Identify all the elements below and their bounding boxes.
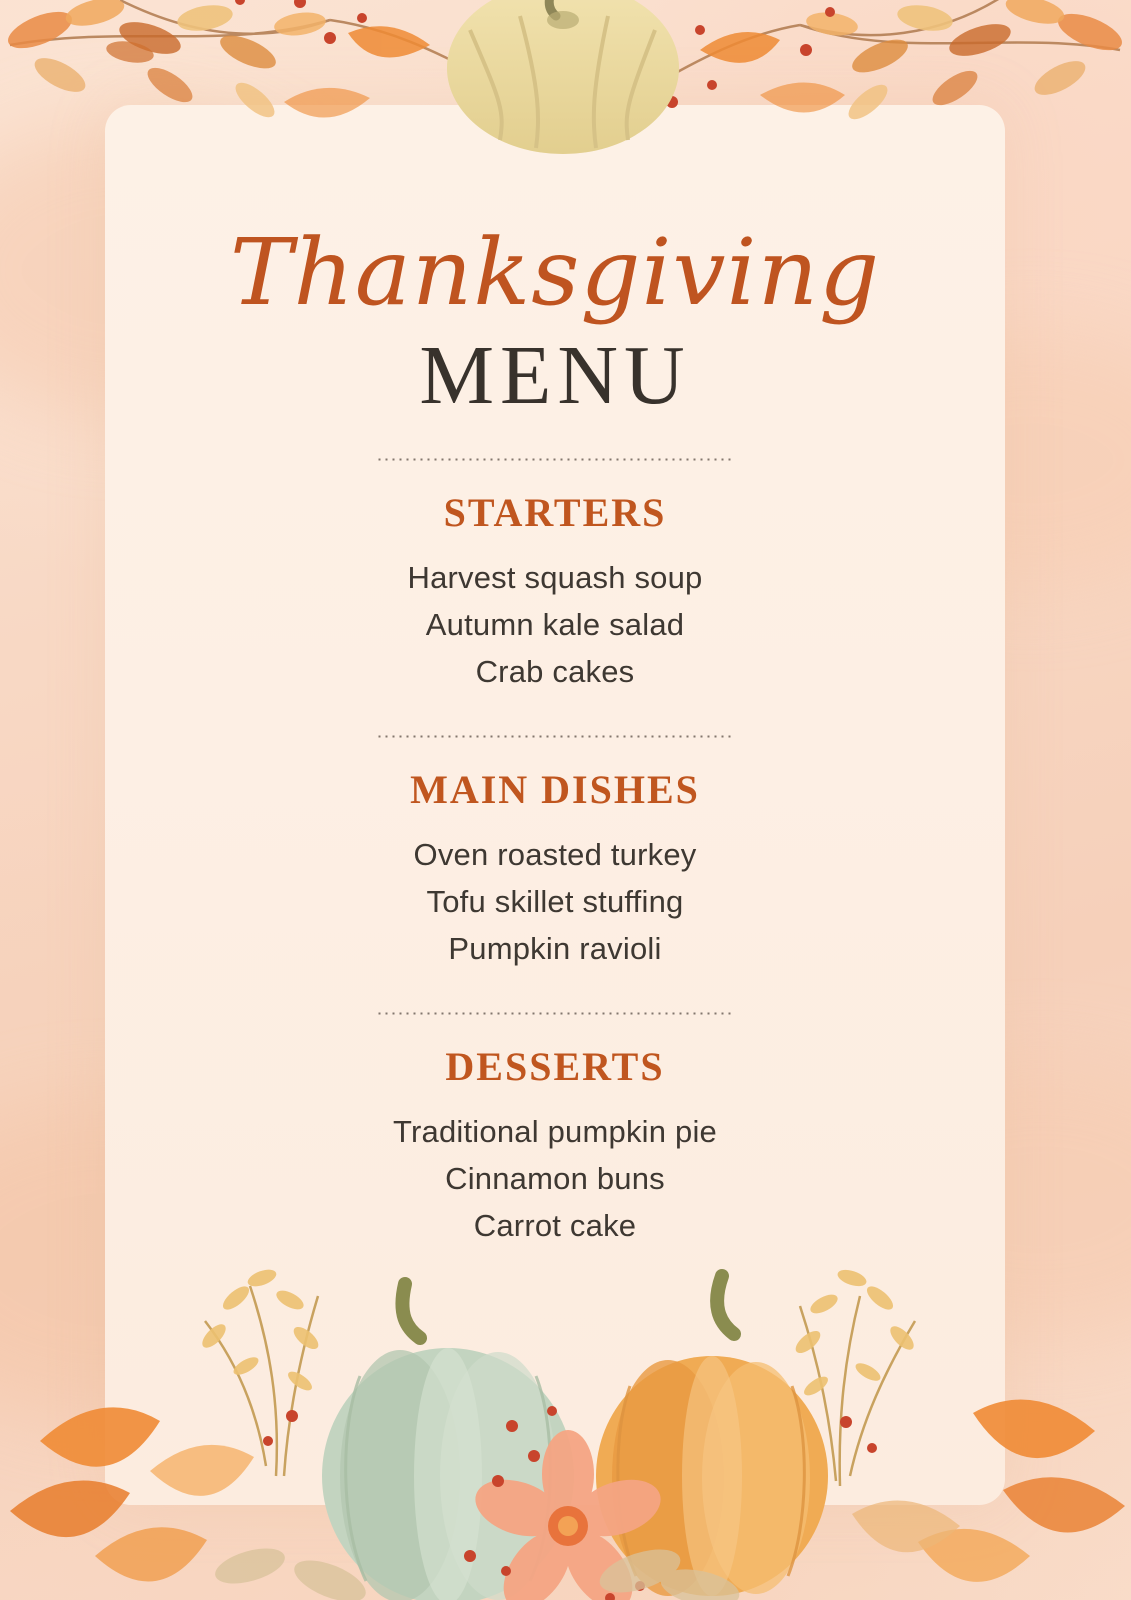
page-title-main: MENU: [419, 328, 691, 422]
menu-section-starters: [105, 489, 1005, 695]
section-heading: STARTERS: [443, 489, 667, 535]
menu-item: Cinnamon buns: [445, 1161, 665, 1197]
menu-item: Pumpkin ravioli: [448, 931, 662, 967]
divider: [376, 458, 734, 461]
divider: [376, 735, 734, 738]
menu-item: Carrot cake: [473, 1208, 637, 1244]
menu-item: Harvest squash soup: [407, 559, 703, 595]
menu-content: [105, 105, 1005, 1505]
menu-item: Crab cakes: [475, 653, 635, 689]
menu-item: Oven roasted turkey: [413, 836, 697, 872]
menu-item: Autumn kale salad: [425, 606, 685, 642]
page-title-script: Thanksgiving: [229, 219, 881, 326]
menu-item: Tofu skillet stuffing: [426, 884, 684, 920]
divider: [376, 1012, 734, 1015]
menu-section-desserts: [105, 1043, 1005, 1249]
menu-item: Traditional pumpkin pie: [393, 1114, 717, 1150]
section-heading: DESSERTS: [445, 1044, 665, 1090]
section-heading: MAIN DISHES: [410, 766, 700, 812]
menu-section-main-dishes: [105, 766, 1005, 972]
